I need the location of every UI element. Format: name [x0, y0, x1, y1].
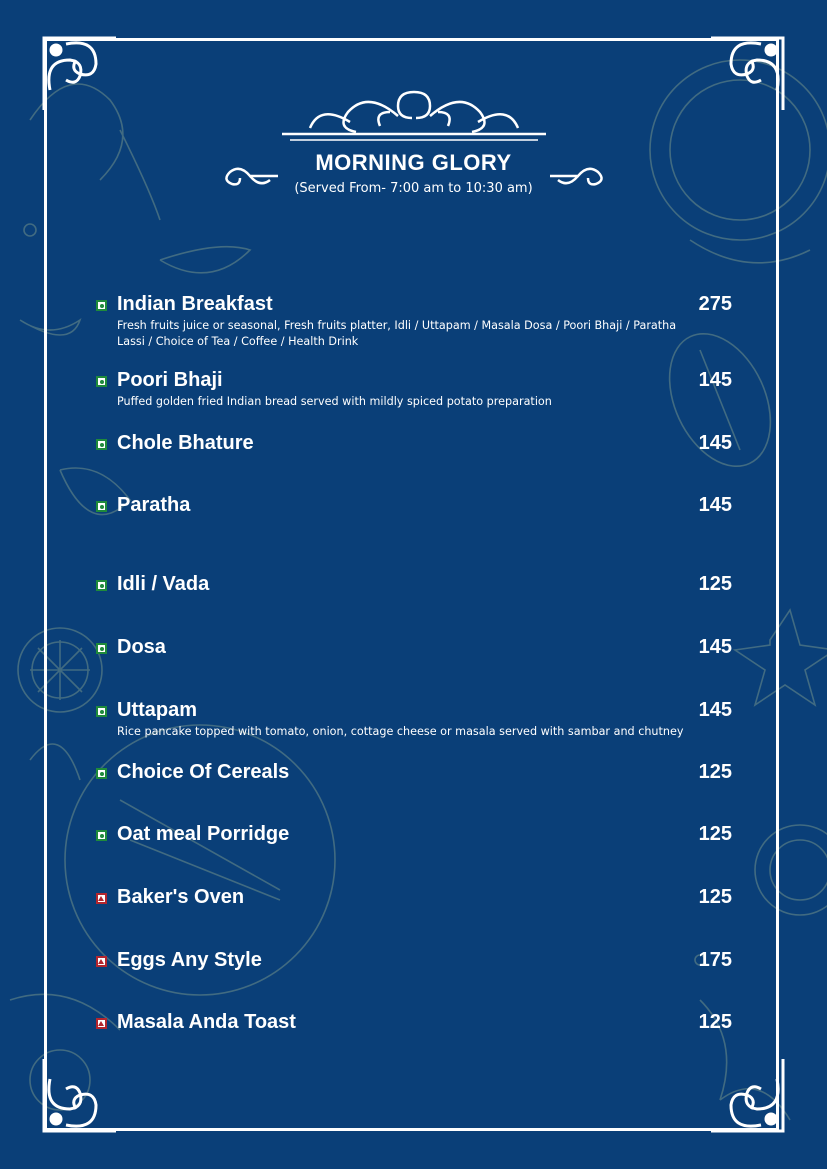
- item-name: Idli / Vada: [117, 573, 210, 595]
- menu-title: MORNING GLORY: [315, 150, 512, 175]
- item-name: Baker's Oven: [117, 886, 245, 908]
- item-name: Oat meal Porridge: [117, 823, 290, 845]
- non-veg-symbol-icon: [96, 956, 107, 967]
- item-name: Dosa: [117, 636, 166, 658]
- item-price: 145: [698, 699, 732, 721]
- item-price: 275: [698, 293, 732, 315]
- item-name: Eggs Any Style: [117, 949, 262, 971]
- menu-subtitle: (Served From- 7:00 am to 10:30 am): [294, 181, 533, 196]
- veg-symbol-icon: [96, 706, 107, 717]
- veg-symbol-icon: [96, 376, 107, 387]
- item-price: 125: [698, 573, 732, 595]
- item-name: Indian Breakfast: [117, 293, 273, 315]
- item-price: 145: [698, 494, 732, 516]
- header-ornament-icon: [280, 86, 548, 144]
- item-name: Choice Of Cereals: [117, 761, 290, 783]
- non-veg-symbol-icon: [96, 1018, 107, 1029]
- item-price: 145: [698, 636, 732, 658]
- item-name: Masala Anda Toast: [117, 1011, 296, 1033]
- item-price: 125: [698, 1011, 732, 1033]
- item-price: 145: [698, 369, 732, 391]
- item-price: 125: [698, 886, 732, 908]
- item-description: Puffed golden fried Indian bread served with mildly spiced potato preparation: [117, 395, 552, 408]
- corner-ornament-icon: [36, 30, 126, 120]
- veg-symbol-icon: [96, 300, 107, 311]
- non-veg-symbol-icon: [96, 893, 107, 904]
- veg-symbol-icon: [96, 501, 107, 512]
- item-name: Poori Bhaji: [117, 369, 223, 391]
- item-description: Rice pancake topped with tomato, onion, cottage cheese or masala served with sambar and chutney: [117, 725, 684, 738]
- item-price: 125: [698, 823, 732, 845]
- veg-symbol-icon: [96, 830, 107, 841]
- corner-ornament-icon: [701, 1049, 791, 1139]
- corner-ornament-icon: [36, 1049, 126, 1139]
- item-price: 175: [698, 949, 732, 971]
- veg-symbol-icon: [96, 580, 107, 591]
- item-name: Paratha: [117, 494, 191, 516]
- veg-symbol-icon: [96, 768, 107, 779]
- item-price: 145: [698, 432, 732, 454]
- veg-symbol-icon: [96, 643, 107, 654]
- item-description: Fresh fruits juice or seasonal, Fresh fruits platter, Idli / Uttapam / Masala Dosa / Poori Bhaji / Paratha Lassi / Choice of Tea / Coffee / Health Drink: [117, 319, 677, 348]
- veg-symbol-icon: [96, 439, 107, 450]
- item-name: Uttapam: [117, 699, 198, 721]
- item-name: Chole Bhature: [117, 432, 254, 454]
- item-price: 125: [698, 761, 732, 783]
- corner-ornament-icon: [701, 30, 791, 120]
